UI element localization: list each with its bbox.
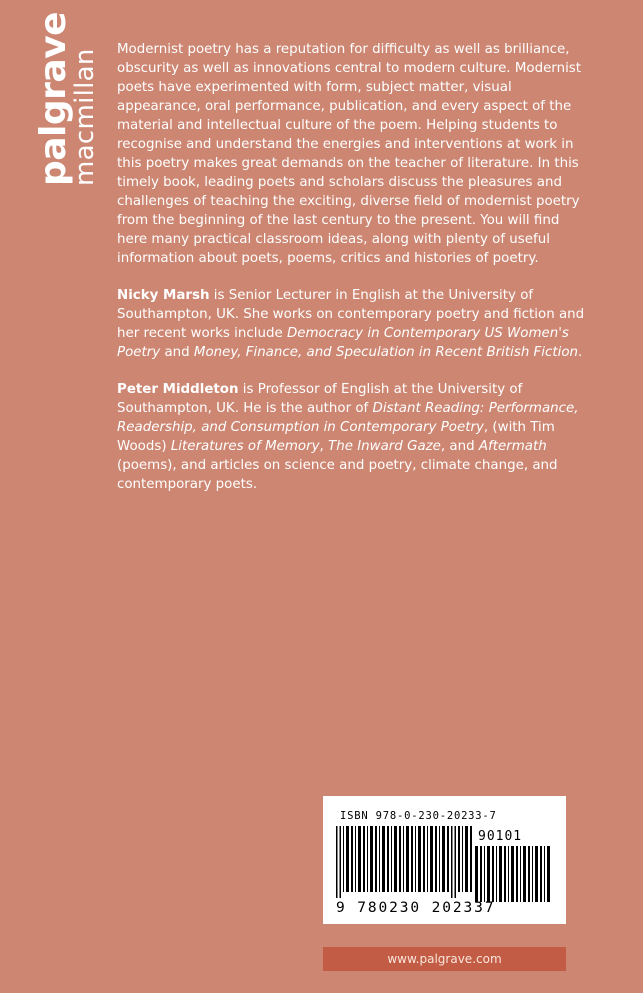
barcode-bar: [355, 826, 356, 892]
back-cover-text: [117, 40, 589, 512]
barcode-panel: [323, 796, 566, 924]
book-title: Money, Finance, and Speculation in Recent British Fiction: [193, 345, 578, 360]
ean-barcode-icon: [336, 826, 476, 902]
barcode-bar: [462, 826, 463, 892]
logo-macmillan: macmillan: [70, 48, 100, 186]
price-code: 90101: [478, 829, 523, 844]
barcode-bar: [423, 826, 425, 892]
barcode-bar: [406, 826, 409, 892]
barcode-bar: [487, 846, 490, 902]
barcode-bar: [375, 826, 377, 892]
barcode-bar: [496, 846, 497, 902]
author-bio-peter-middleton: Peter Middleton is Professor of English at the University of Southampton, UK. He is the author of Distant Reading: Performance, Readership, and Consumption in Contemporary Poetry, (with Tim Woods) Literatures of Memory, The Inward Gaze, and Aftermath (poems), and articles on science and poetry, climate change, and contemporary poets.: [117, 382, 579, 492]
barcode-bar: [387, 826, 389, 892]
barcode-bar: [535, 846, 538, 902]
author-bio-nicky-marsh: Nicky Marsh is Senior Lecturer in English at the University of Southampton, UK. She works on contemporary poetry and fiction and her recent works include Democracy in Contemporary US Women's Poetry and Money, Finance, and Speculation in Recent British Fiction.: [117, 288, 585, 360]
barcode-bar: [480, 846, 482, 902]
author-name: Nicky Marsh: [117, 288, 210, 303]
book-title: Distant Reading: Performance, Readership, and Consumption in Contemporary Poetry: [117, 401, 579, 435]
barcode-bar: [540, 846, 542, 902]
barcode-bar: [484, 846, 485, 902]
barcode-bar: [547, 846, 550, 902]
publisher-url[interactable]: www.palgrave.com: [323, 947, 566, 971]
barcode-bar: [367, 826, 368, 892]
barcode-bar: [430, 826, 433, 892]
barcode-bar: [523, 846, 526, 902]
barcode-bar: [370, 826, 373, 892]
barcode-bar: [346, 826, 349, 892]
book-description: Modernist poetry has a reputation for difficulty as well as brilliance, obscurity as well as innovations central to modern culture. Modernist poets have experimented with form, subject matter, visual appearance, oral performance, publication, and every aspect of the material and intellectual culture of the poem. Helping students to recognise and understand the energies and interventions at work in this poetry makes great demands on the teacher of literature. In this timely book, leading poets and scholars discuss the pleasures and challenges of teaching the exciting, diverse field of modernist poetry from the beginning of the last century to the present. You will find here many practical classroom ideas, along with plenty of useful information about poets, poems, critics and histories of poetry.: [117, 42, 582, 266]
book-title: Democracy in Contemporary US Women's Poetry: [117, 326, 569, 360]
barcode-bar: [435, 826, 437, 892]
author-name: Peter Middleton: [117, 382, 239, 397]
book-title: Aftermath: [478, 439, 547, 454]
barcode-bar: [403, 826, 404, 892]
barcode-bar: [442, 826, 445, 892]
barcode-bar: [470, 826, 472, 892]
barcode-bar: [399, 826, 401, 892]
barcode-bar: [451, 826, 453, 898]
barcode-bar: [391, 826, 392, 892]
barcode-bar: [532, 846, 533, 902]
barcode-bar: [499, 846, 502, 902]
barcode-bar: [394, 826, 397, 892]
barcode-bar: [458, 826, 460, 892]
barcode-bar: [465, 826, 468, 892]
addon-barcode-icon: [475, 846, 551, 904]
barcode-bar: [528, 846, 530, 902]
barcode-bar: [418, 826, 421, 892]
barcode-bar: [508, 846, 509, 902]
barcode-bar: [336, 826, 338, 898]
barcode-bar: [358, 826, 361, 892]
barcode-digits: 9 780230 202337: [336, 900, 496, 916]
barcode-bar: [447, 826, 449, 892]
barcode-bar: [343, 826, 344, 892]
book-title: Literatures of Memory: [170, 439, 320, 454]
barcode-bar: [504, 846, 506, 902]
barcode-bar: [427, 826, 428, 892]
barcode-bar: [439, 826, 440, 892]
barcode-bar: [520, 846, 521, 902]
barcode-bar: [516, 846, 518, 902]
isbn-label: ISBN 978-0-230-20233-7: [340, 810, 497, 822]
barcode-bar: [415, 826, 416, 892]
barcode-bar: [475, 846, 478, 902]
publisher-logo: [33, 11, 100, 186]
barcode-bar: [379, 826, 380, 892]
barcode-bar: [351, 826, 353, 892]
barcode-bar: [411, 826, 413, 892]
barcode-bar: [382, 826, 385, 892]
logo-palgrave: palgrave: [33, 11, 74, 186]
barcode-bar: [363, 826, 365, 892]
book-title: The Inward Gaze: [328, 439, 441, 454]
barcode-bar: [340, 826, 342, 898]
barcode-bar: [544, 846, 545, 902]
barcode-bar: [492, 846, 494, 902]
barcode-bar: [455, 826, 457, 898]
barcode-bar: [511, 846, 514, 902]
